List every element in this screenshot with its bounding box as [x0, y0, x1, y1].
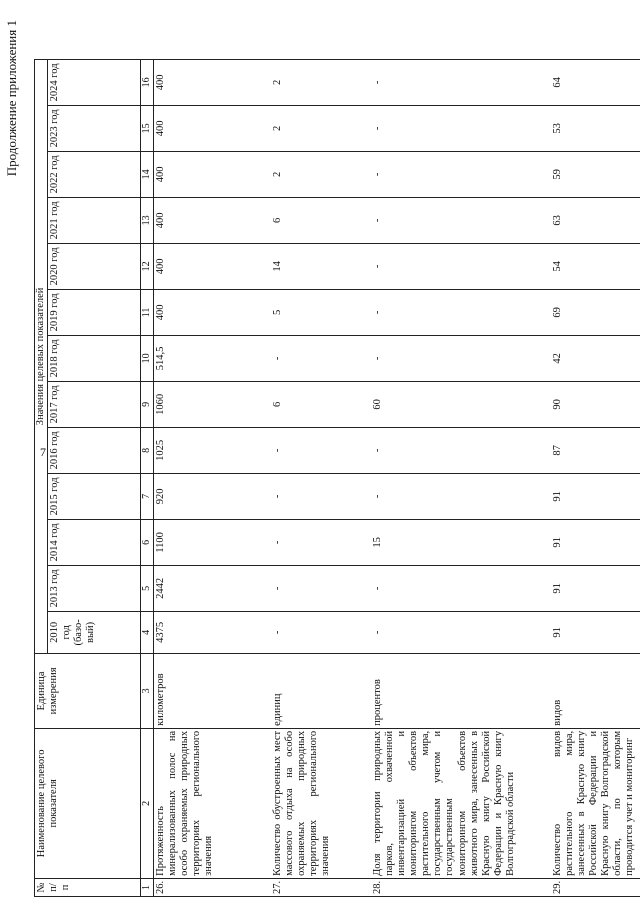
value-cell: 400	[153, 197, 271, 243]
value-cell: 42	[551, 335, 640, 381]
header-year: 2021 год	[48, 197, 141, 243]
value-cell: -	[371, 335, 551, 381]
header-year: 2024 год	[48, 59, 141, 105]
value-cell: 90	[551, 381, 640, 427]
value-cell: -	[271, 565, 371, 611]
header-year: 2010 год (базо-вый)	[48, 611, 141, 653]
value-cell: -	[371, 289, 551, 335]
value-cell: -	[271, 519, 371, 565]
column-number: 16	[141, 59, 154, 105]
value-cell: 63	[551, 197, 640, 243]
column-number: 5	[141, 565, 154, 611]
value-cell: -	[371, 105, 551, 151]
header-unit: Единица измерения	[35, 653, 141, 728]
header-year: 2014 год	[48, 519, 141, 565]
value-cell: 1025	[153, 427, 271, 473]
unit-cell: километров	[153, 653, 271, 728]
value-cell: 54	[551, 243, 640, 289]
value-cell: 1060	[153, 381, 271, 427]
continuation-label: Продолжение приложения 1	[4, 20, 19, 177]
header-values-group: Значения целевых показателей	[35, 59, 48, 653]
row-number: 27.	[271, 878, 371, 896]
table-row	[551, 59, 640, 896]
column-number: 1	[141, 878, 154, 896]
column-number: 13	[141, 197, 154, 243]
value-cell: 400	[153, 151, 271, 197]
column-number: 14	[141, 151, 154, 197]
value-cell: -	[271, 427, 371, 473]
table-body	[153, 59, 640, 896]
unit-cell: единиц	[271, 653, 371, 728]
value-cell: 2442	[153, 565, 271, 611]
value-cell: -	[371, 611, 551, 653]
column-number: 8	[141, 427, 154, 473]
value-cell: 400	[153, 105, 271, 151]
value-cell: 59	[551, 151, 640, 197]
value-cell: 60	[371, 381, 551, 427]
value-cell: -	[271, 473, 371, 519]
value-cell: 920	[153, 473, 271, 519]
value-cell: 6	[271, 197, 371, 243]
page-number: 7	[40, 445, 46, 459]
header-year: 2023 год	[48, 105, 141, 151]
value-cell: -	[371, 427, 551, 473]
indicator-name: Количество видов растительного мира, занесенных в Красную книгу Российской Федерации и Красную книгу Волгоградской области, по которым проводится учет и мониторинг	[551, 728, 640, 878]
header-year: 2013 год	[48, 565, 141, 611]
value-cell: 69	[551, 289, 640, 335]
header-year: 2020 год	[48, 243, 141, 289]
value-cell: 14	[271, 243, 371, 289]
value-cell: 5	[271, 289, 371, 335]
indicators-table	[34, 59, 640, 897]
table-row	[271, 59, 371, 896]
value-cell: 400	[153, 243, 271, 289]
indicator-name: Количество обустроенных мест массового отдыха на особо охраняемых природных территориях регионального значения	[271, 728, 371, 878]
header-num: № п/п	[35, 878, 141, 896]
value-cell: 91	[551, 611, 640, 653]
value-cell: 400	[153, 289, 271, 335]
column-number: 9	[141, 381, 154, 427]
value-cell: -	[371, 565, 551, 611]
value-cell: 53	[551, 105, 640, 151]
value-cell: 2	[271, 59, 371, 105]
value-cell: 87	[551, 427, 640, 473]
value-cell: 1100	[153, 519, 271, 565]
value-cell: -	[371, 473, 551, 519]
value-cell: 4375	[153, 611, 271, 653]
header-year: 2016 год	[48, 427, 141, 473]
table-row	[371, 59, 551, 896]
value-cell: -	[271, 335, 371, 381]
value-cell: -	[371, 151, 551, 197]
row-number: 29.	[551, 878, 640, 896]
header-year: 2019 год	[48, 289, 141, 335]
indicator-name: Доля территории природных парков, охваченной инвентаризацией и мониторингом объектов растительного мира, государственным учетом и государственным мониторингом объектов животного мира, занесенных в Красную книгу Российской Федерации и Красную книгу Волгоградской области	[371, 728, 551, 878]
column-numbers-row	[141, 59, 154, 896]
header-name: Наименование целевого показателя	[35, 728, 141, 878]
column-number: 15	[141, 105, 154, 151]
value-cell: 91	[551, 565, 640, 611]
row-number: 26.	[153, 878, 271, 896]
column-number: 2	[141, 728, 154, 878]
header-year: 2018 год	[48, 335, 141, 381]
value-cell: 91	[551, 519, 640, 565]
header-year: 2015 год	[48, 473, 141, 519]
value-cell: 15	[371, 519, 551, 565]
column-number: 6	[141, 519, 154, 565]
value-cell: 2	[271, 105, 371, 151]
unit-cell: процентов	[371, 653, 551, 728]
value-cell: -	[271, 611, 371, 653]
value-cell: -	[371, 59, 551, 105]
column-number: 10	[141, 335, 154, 381]
row-number: 28.	[371, 878, 551, 896]
value-cell: 400	[153, 59, 271, 105]
column-number: 12	[141, 243, 154, 289]
value-cell: -	[371, 197, 551, 243]
value-cell: 6	[271, 381, 371, 427]
value-cell: 2	[271, 151, 371, 197]
value-cell: 514,5	[153, 335, 271, 381]
unit-cell: видов	[551, 653, 640, 728]
value-cell: -	[371, 243, 551, 289]
header-year: 2017 год	[48, 381, 141, 427]
indicator-name: Протяженность минерализованных полос на особо охраняемых природных территориях регионального значения	[153, 728, 271, 878]
header-year: 2022 год	[48, 151, 141, 197]
column-number: 3	[141, 653, 154, 728]
value-cell: 64	[551, 59, 640, 105]
column-number: 4	[141, 611, 154, 653]
table-row	[153, 59, 271, 896]
value-cell: 91	[551, 473, 640, 519]
column-number: 11	[141, 289, 154, 335]
column-number: 7	[141, 473, 154, 519]
